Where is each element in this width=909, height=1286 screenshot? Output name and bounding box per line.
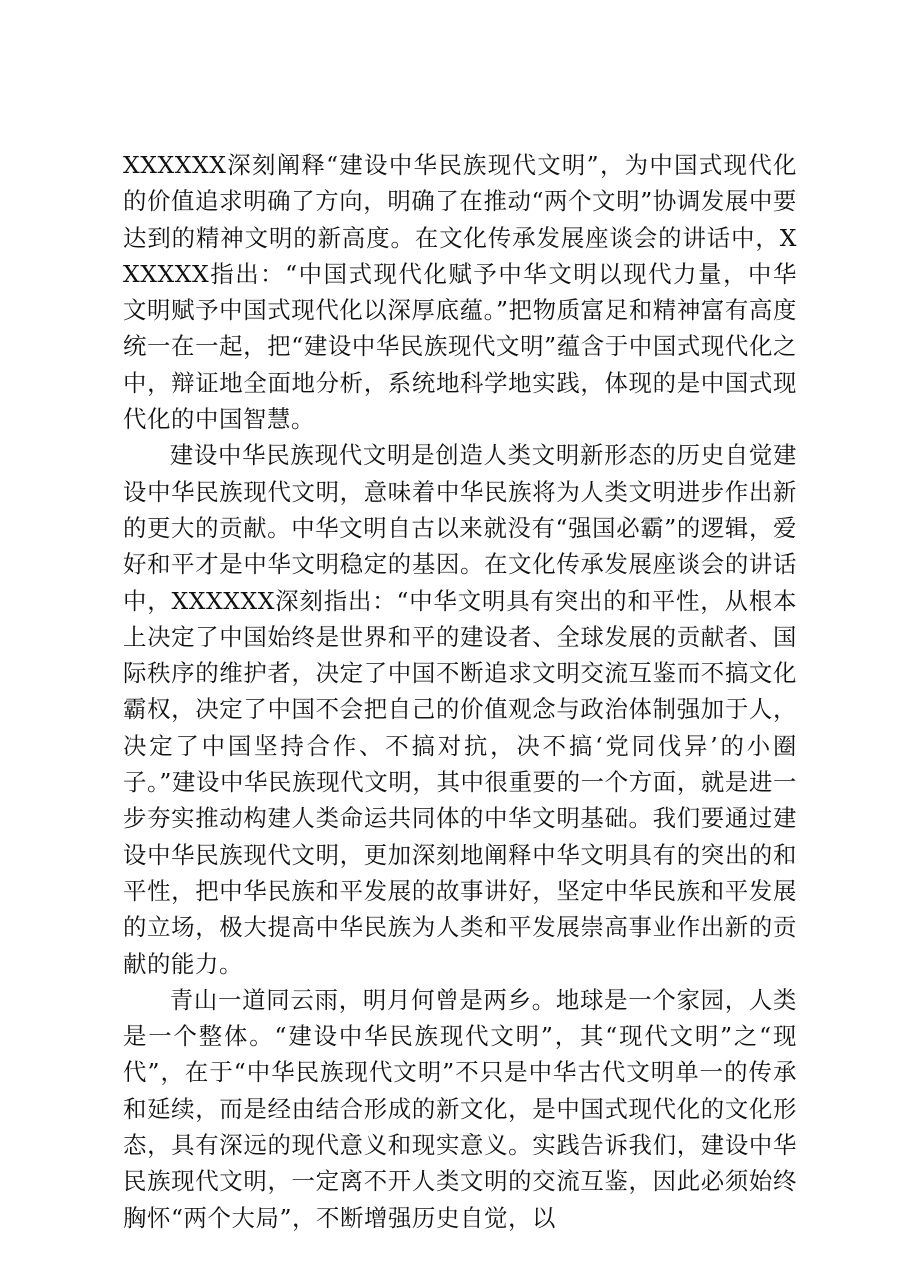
paragraph-3: 青山一道同云雨，明月何曾是两乡。地球是一个家园，人类是一个整体。“建设中华民族现代文明”，其“现代文明”之“现代”，在于“中华民族现代文明”不只是中华古代文明单一的传承和延续，而是经由结合形成的新文化，是中国式现代化的文化形态，具有深远的现代意义和现实意义。实践告诉我们，建设中华民族现代文明，一定离不开人类文明的交流互鉴，因此必须始终胸怀“两个大局”，不断增强历史自觉，以 [123, 985, 797, 1232]
paragraph-2: 建设中华民族现代文明是创造人类文明新形态的历史自觉建设中华民族现代文明，意味着中华民族将为人类文明进步作出新的更大的贡献。中华文明自古以来就没有“强国必霸”的逻辑，爱好和平才是中华文明稳定的基因。在文化传承发展座谈会的讲话中，XXXXXX深刻指出：“中华文明具有突出的和平性，从根本上决定了中国始终是世界和平的建设者、全球发展的贡献者、国际秩序的维护者，决定了中国不断追求文明交流互鉴而不搞文化霸权，决定了中国不会把自己的价值观念与政治体制强加于人，决定了中国坚持合作、不搞对抗，决不搞‘党同伐异’的小圈子。”建设中华民族现代文明，其中很重要的一个方面，就是进一步夯实推动构建人类命运共同体的中华文明基础。我们要通过建设中华民族现代文明，更加深刻地阐释中华文明具有的突出的和平性，把中华民族和平发展的故事讲好，坚定中华民族和平发展的立场，极大提高中华民族为人类和平发展崇高事业作出新的贡献的能力。 [123, 441, 797, 978]
paragraph-1: XXXXXX深刻阐释“建设中华民族现代文明”，为中国式现代化的价值追求明确了方向，明确了在推动“两个文明”协调发展中要达到的精神文明的新高度。在文化传承发展座谈会的讲话中，XXXXXX指出：“中国式现代化赋予中华文明以现代力量，中华文明赋予中国式现代化以深厚底蕴。”把物质富足和精神富有高度统一在一起，把“建设中华民族现代文明”蕴含于中国式现代化之中，辩证地全面地分析，系统地科学地实践，体现的是中国式现代化的中国智慧。 [123, 151, 797, 434]
document-body [123, 147, 797, 1236]
